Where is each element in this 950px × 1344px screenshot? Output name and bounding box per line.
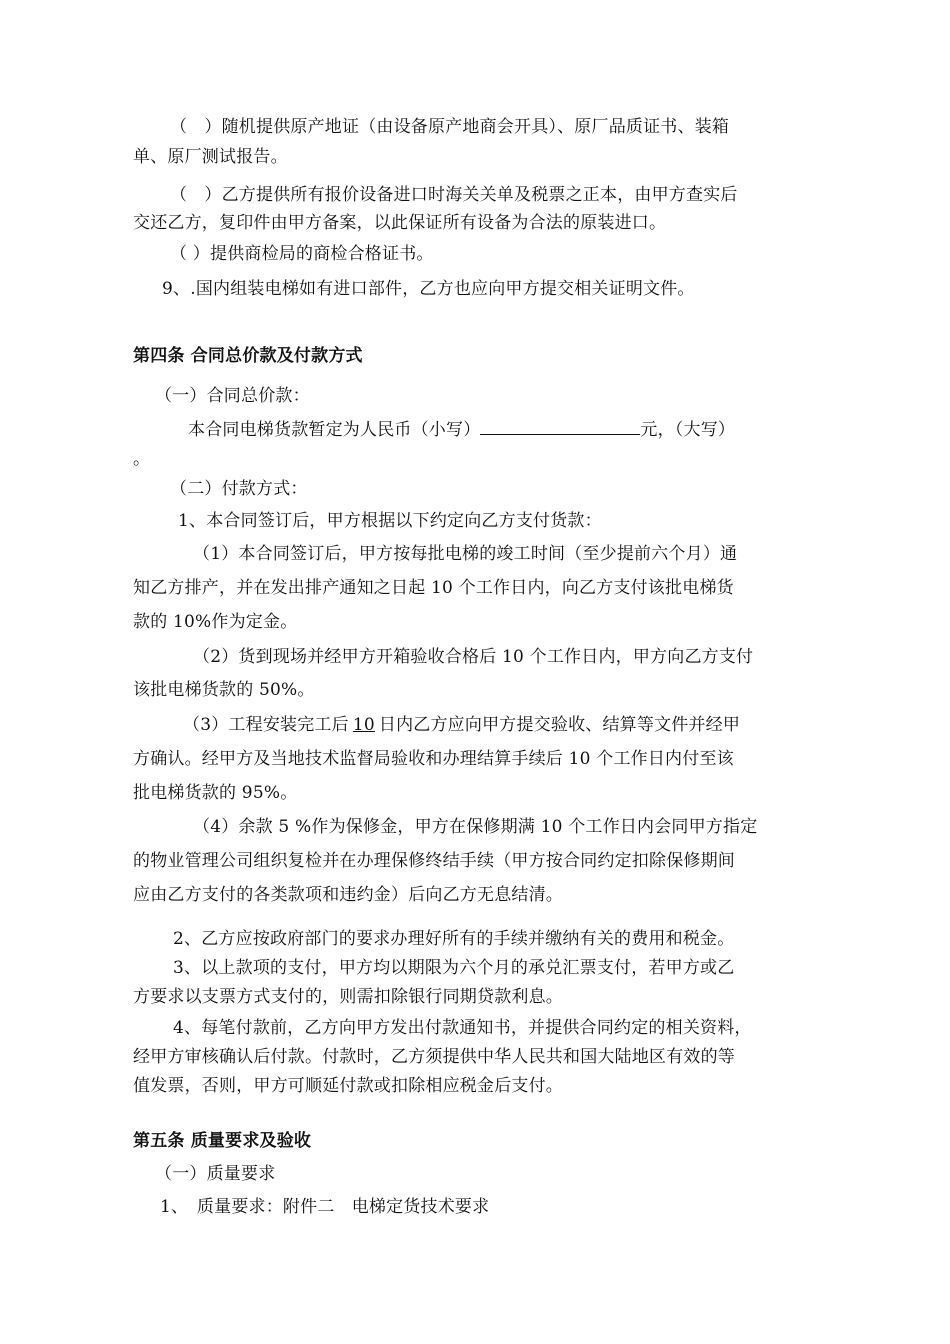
clause-3-text-end: 日内乙方应向甲方提交验收、结算等文件并经甲 — [378, 715, 741, 735]
price-blank-field — [480, 418, 640, 435]
paragraph-line: 4、每笔付款前，乙方向甲方发出付款通知书，并提供合同约定的相关资料， — [173, 1018, 752, 1038]
paragraph-line: 知乙方排产，并在发出排产通知之日起 10 个工作日内，向乙方支付该批电梯货 — [133, 578, 734, 598]
subsection-title: （一）质量要求 — [155, 1164, 276, 1184]
paragraph-line: 单、原厂测试报告。 — [133, 147, 288, 167]
price-text-uppercase: 元，（大写） — [640, 420, 736, 440]
paragraph-line: 应由乙方支付的各类款项和违约金）后向乙方无息结清。 — [133, 885, 563, 905]
paragraph-line: 交还乙方，复印件由甲方备案，以此保证所有设备为合法的原装进口。 — [133, 213, 667, 233]
paragraph-line: 方要求以支票方式支付的，则需扣除银行同期贷款利息。 — [133, 987, 563, 1007]
paragraph-line: 款的 10%作为定金。 — [133, 612, 298, 632]
section-heading-5: 第五条 质量要求及验收 — [133, 1131, 312, 1151]
clause-3-text-start: （3）工程安装完工后 — [183, 715, 349, 735]
paragraph-line: 9、.国内组装电梯如有进口部件，乙方也应向甲方提交相关证明文件。 — [162, 279, 695, 299]
paragraph-line: 2、乙方应按政府部门的要求办理好所有的手续并缴纳有关的费用和税金。 — [173, 929, 735, 949]
paragraph-line: （1）本合同签订后，甲方按每批电梯的竣工时间（至少提前六个月）通 — [193, 544, 738, 564]
paragraph-line: 经甲方审核确认后付款。付款时，乙方须提供中华人民共和国大陆地区有效的等 — [133, 1047, 735, 1067]
paragraph-line: 3、以上款项的支付，甲方均以期限为六个月的承兑汇票支付，若甲方或乙 — [173, 958, 735, 978]
paragraph-line: （2）货到现场并经甲方开箱验收合格后 10 个工作日内，甲方向乙方支付 — [193, 647, 754, 667]
paragraph-line: 。 — [133, 449, 151, 469]
paragraph-line: 批电梯货款的 95%。 — [133, 783, 298, 803]
days-underlined-value: 10 — [352, 715, 375, 735]
paragraph-line: 值发票，否则，甲方可顺延付款或扣除相应税金后支付。 — [133, 1076, 563, 1096]
price-text-lowercase: 本合同电梯货款暂定为人民币（小写） — [188, 420, 481, 440]
paragraph-line — [183, 714, 740, 736]
section-heading-4: 第四条 合同总价款及付款方式 — [133, 346, 363, 366]
paragraph-line: （ ）随机提供原产地证（由设备原产地商会开具）、原厂品质证书、装箱 — [170, 117, 730, 137]
paragraph-line: 1、本合同签订后，甲方根据以下约定向乙方支付货款： — [178, 511, 602, 531]
paragraph-line: （ ）提供商检局的商检合格证书。 — [170, 244, 434, 264]
paragraph-line: （ ）乙方提供所有报价设备进口时海关关单及税票之正本，由甲方查实后 — [170, 185, 738, 205]
subsection-title: （一）合同总价款： — [155, 386, 310, 406]
subsection-title: （二）付款方式： — [170, 479, 308, 499]
paragraph-line: 方确认。经甲方及当地技术监督局验收和办理结算手续后 10 个工作日内付至该 — [133, 749, 734, 769]
paragraph-line: 的物业管理公司组织复检并在办理保修终结手续（甲方按合同约定扣除保修期间 — [133, 851, 735, 871]
paragraph-line: 该批电梯货款的 50%。 — [133, 680, 315, 700]
paragraph-line — [188, 418, 735, 441]
paragraph-line: （4）余款 5 %作为保修金，甲方在保修期满 10 个工作日内会同甲方指定 — [193, 817, 758, 837]
paragraph-line: 1、 质量要求：附件二 电梯定货技术要求 — [160, 1197, 490, 1217]
